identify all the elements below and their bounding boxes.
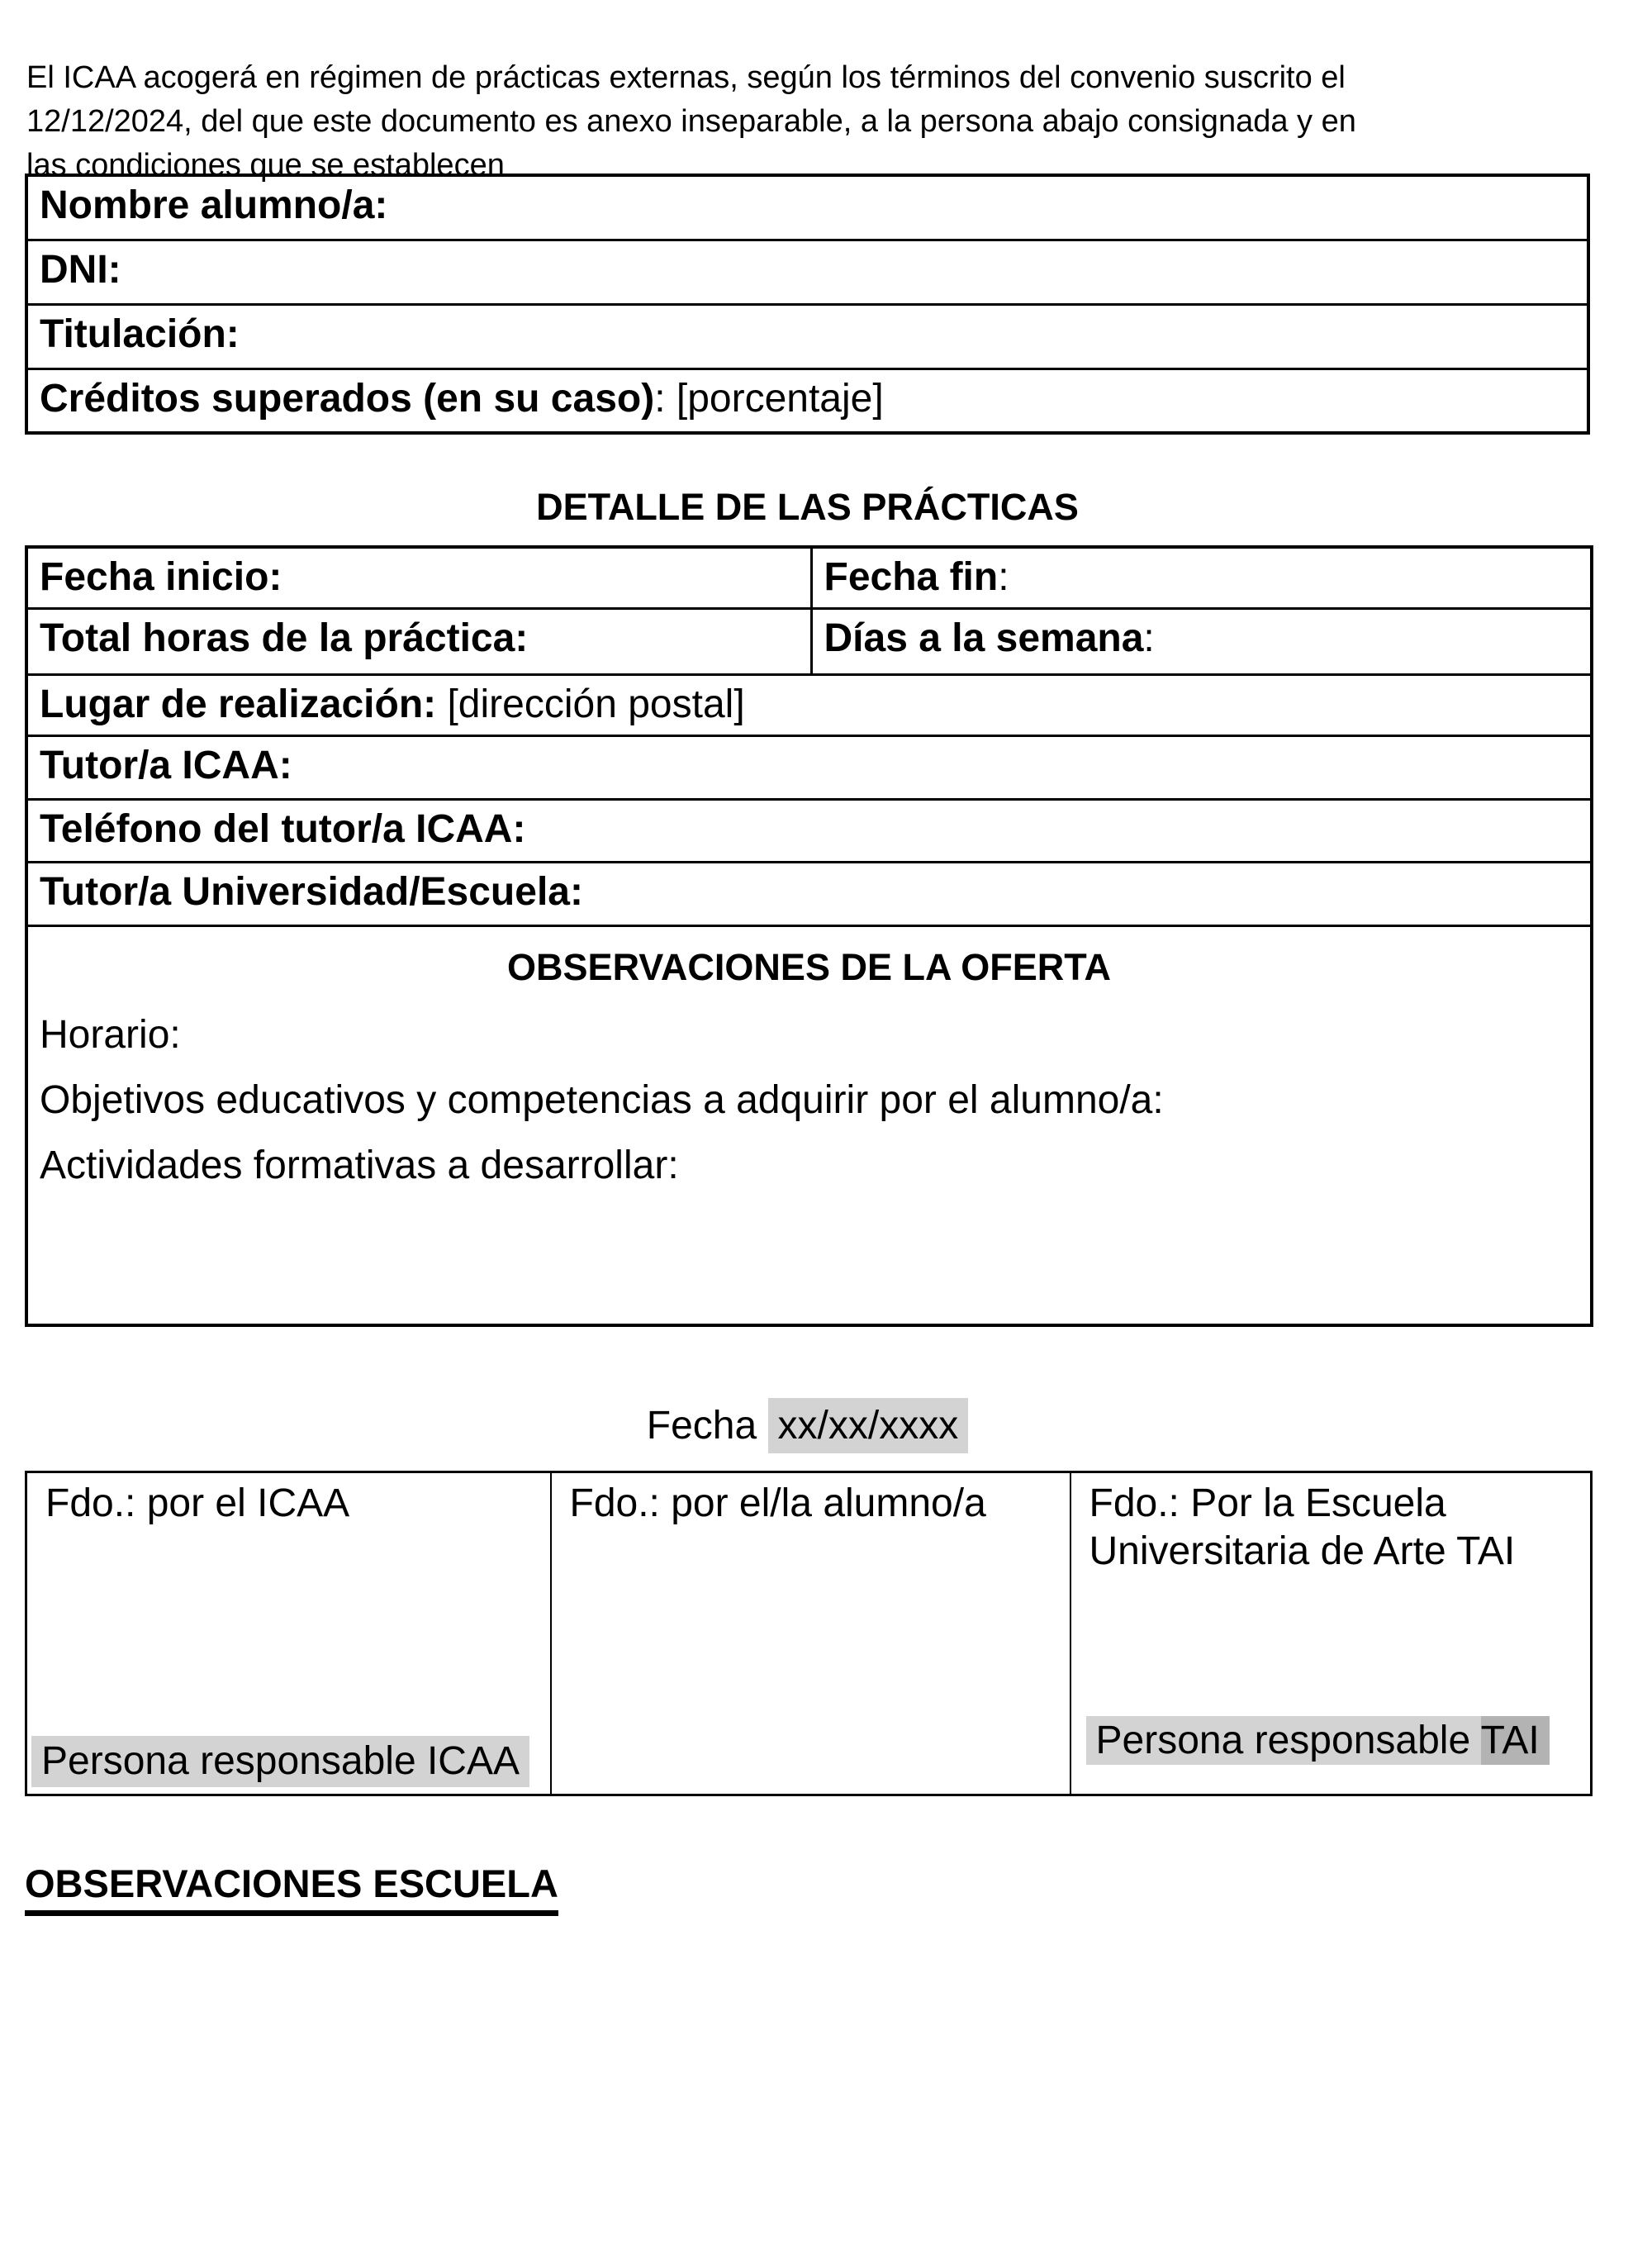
tutor-universidad-label: Tutor/a Universidad/Escuela: — [40, 869, 583, 914]
fecha-fin-separator: : — [998, 555, 1009, 599]
table-row — [26, 368, 1588, 433]
creditos-separator: : — [654, 376, 676, 421]
table-row — [26, 1472, 1592, 1795]
telefono-tutor-label: Teléfono del tutor/a ICAA: — [40, 806, 526, 851]
detalle-heading: DETALLE DE LAS PRÁCTICAS — [536, 486, 1079, 528]
persona-responsable-tai-prefix: Persona responsable — [1086, 1716, 1481, 1765]
creditos-placeholder-value: [porcentaje] — [676, 376, 884, 421]
objetivos-label: Objetivos educativos y competencias a adquirir por el alumno/a: — [40, 1077, 1164, 1122]
titulacion-label: Titulación: — [40, 311, 240, 356]
student-info-table — [25, 174, 1590, 435]
firma-cell-escuela — [1070, 1472, 1592, 1795]
fecha-inicio-label: Fecha inicio: — [40, 555, 282, 599]
fecha-fin-label: Fecha fin — [824, 555, 999, 599]
table-row — [26, 547, 1592, 608]
table-row — [26, 240, 1588, 304]
dni-label: DNI: — [40, 247, 121, 292]
table-row — [26, 175, 1588, 240]
persona-responsable-icaa: Persona responsable ICAA — [31, 1736, 529, 1787]
observaciones-escuela-heading: OBSERVACIONES ESCUELA — [25, 1861, 558, 1916]
nombre-label: Nombre alumno/a: — [40, 183, 388, 227]
dias-semana-label: Días a la semana — [824, 616, 1144, 660]
table-row — [26, 608, 1592, 674]
fdo-icaa-label: Fdo.: por el ICAA — [45, 1481, 350, 1525]
horario-label: Horario: — [40, 1012, 181, 1057]
creditos-label: Créditos superados (en su caso) — [40, 376, 655, 421]
firma-cell-icaa — [26, 1472, 551, 1795]
fecha-prefix: Fecha — [646, 1404, 768, 1448]
lugar-label: Lugar de realización: — [40, 682, 437, 726]
detalle-practicas-table — [25, 545, 1593, 1327]
tutor-icaa-label: Tutor/a ICAA: — [40, 743, 292, 787]
actividades-label: Actividades formativas a desarrollar: — [40, 1143, 679, 1187]
intro-line-1: El ICAA acogerá en régimen de prácticas externas, según los términos del convenio suscrito el — [26, 60, 1346, 95]
table-row — [26, 862, 1592, 925]
fecha-line — [25, 1402, 1590, 1450]
table-row — [26, 925, 1592, 1325]
fdo-alumno-label: Fdo.: por el/la alumno/a — [569, 1481, 986, 1525]
fdo-escuela-label: Fdo.: Por la Escuela Universitaria de Arte TAI — [1089, 1481, 1516, 1573]
table-row — [26, 674, 1592, 735]
table-row — [26, 799, 1592, 862]
persona-responsable-tai — [1086, 1718, 1550, 1764]
dias-semana-separator: : — [1143, 616, 1155, 660]
firma-cell-alumno — [551, 1472, 1070, 1795]
intro-line-3: las condiciones que se establecen — [26, 148, 505, 183]
observaciones-oferta-heading: OBSERVACIONES DE LA OFERTA — [507, 945, 1111, 988]
lugar-placeholder-value: [dirección postal] — [436, 682, 745, 726]
fecha-value-highlight: xx/xx/xxxx — [768, 1398, 969, 1453]
total-horas-label: Total horas de la práctica: — [40, 616, 529, 660]
intro-paragraph — [26, 56, 1625, 188]
firmas-table — [25, 1471, 1593, 1796]
intro-line-2: 12/12/2024, del que este documento es anexo inseparable, a la persona abajo consignada y en — [26, 104, 1356, 139]
table-row — [26, 304, 1588, 368]
persona-responsable-tai-highlight: TAI — [1481, 1716, 1550, 1765]
table-row — [26, 735, 1592, 799]
